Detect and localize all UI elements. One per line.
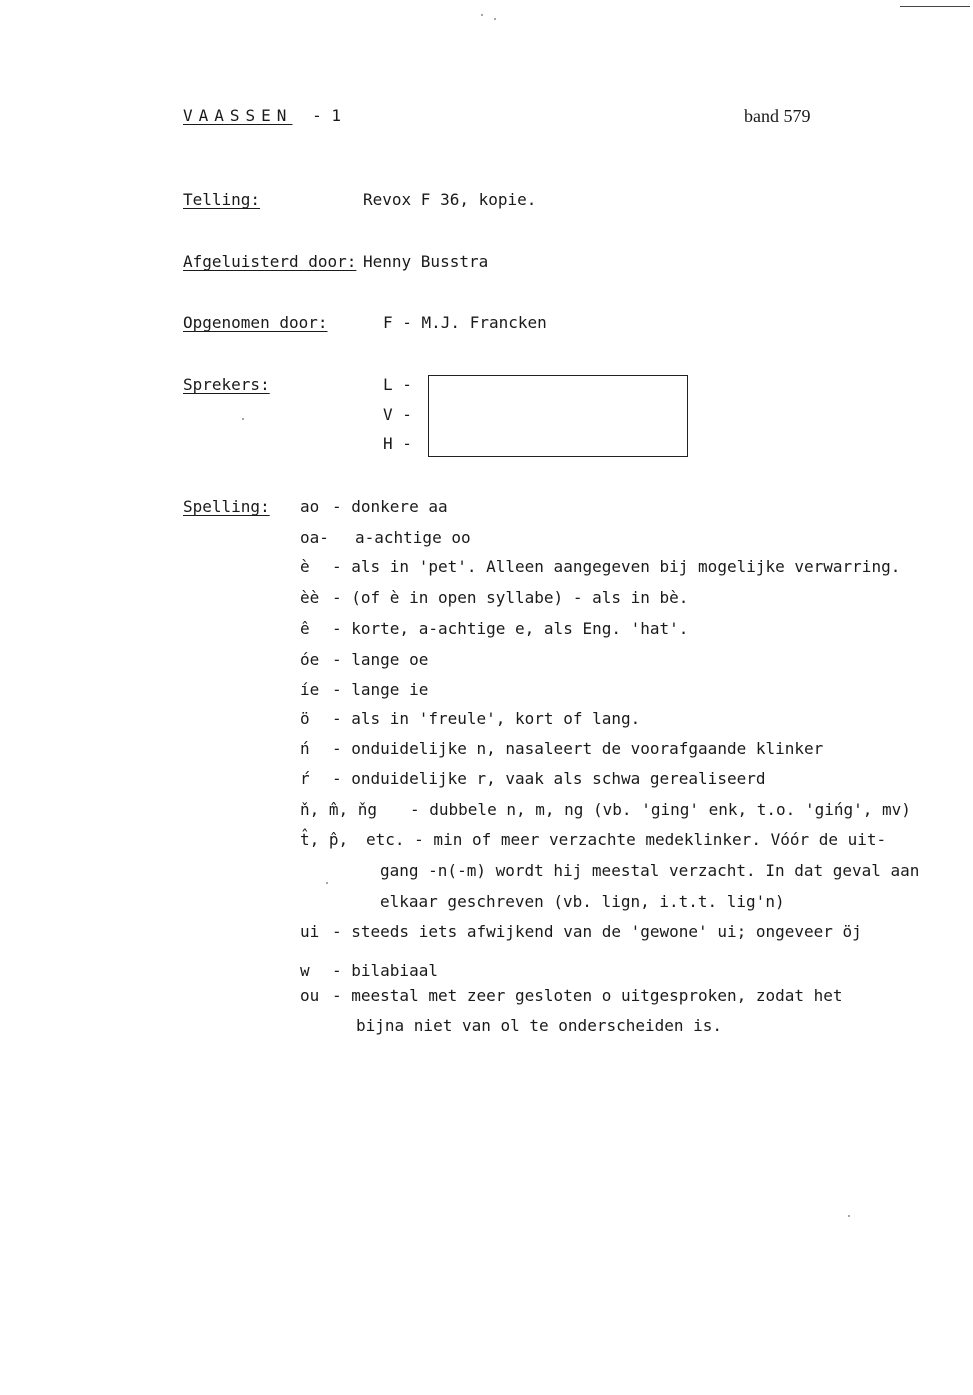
spelling-symbol: íe	[300, 680, 320, 699]
band-number: band 579	[744, 106, 811, 126]
spelling-description: - steeds iets afwijkend van de 'gewone' ui; ongeveer öj	[332, 922, 862, 941]
scan-speck	[242, 418, 244, 420]
scan-speck	[481, 14, 483, 16]
spelling-symbol: ň, m̂, ňg	[300, 800, 378, 819]
speaker-v: V -	[383, 405, 412, 424]
spelling-symbol: ao	[300, 497, 320, 516]
spelling-description: - bilabiaal	[332, 961, 438, 980]
scan-speck	[326, 882, 328, 884]
speaker-h: H -	[383, 434, 412, 453]
spelling-description: - lange ie	[332, 680, 429, 699]
spelling-description: bijna niet van ol te onderscheiden is.	[356, 1016, 723, 1035]
spelling-symbol: ŕ	[300, 769, 310, 788]
spelling-description: - lange oe	[332, 650, 429, 669]
spelling-symbol: óe	[300, 650, 320, 669]
spelling-description: - donkere aa	[332, 497, 448, 516]
speakers-box	[428, 375, 688, 457]
scan-edge-line	[900, 6, 970, 7]
spelling-description: - korte, a-achtige e, als Eng. 'hat'.	[332, 619, 689, 638]
opgenomen-value: F - M.J. Francken	[383, 313, 547, 332]
spelling-description: - dubbele n, m, ng (vb. 'ging' enk, t.o. 'gińg', mv)	[410, 800, 911, 819]
sheet-number: - 1	[312, 106, 341, 125]
spelling-symbol: ui	[300, 922, 320, 941]
spelling-description: a-achtige oo	[355, 528, 471, 547]
spelling-symbol: t̂, p̂,	[300, 830, 349, 849]
place-name: VAASSEN	[183, 106, 293, 125]
spelling-symbol: è	[300, 557, 310, 576]
scan-speck	[848, 1215, 850, 1217]
spelling-symbol: oa-	[300, 528, 329, 547]
spelling-symbol: ou	[300, 986, 320, 1005]
spelling-symbol: ń	[300, 739, 310, 758]
spelling-description: gang -n(-m) wordt hij meestal verzacht. In dat geval aan	[380, 861, 920, 880]
spelling-symbol: w	[300, 961, 310, 980]
spelling-symbol: ê	[300, 619, 310, 638]
spelling-description: - (of è in open syllabe) - als in bè.	[332, 588, 689, 607]
opgenomen-label: Opgenomen door:	[183, 313, 328, 332]
telling-value: Revox F 36, kopie.	[363, 190, 537, 209]
scan-speck	[494, 18, 496, 20]
spelling-description: elkaar geschreven (vb. lign, i.t.t. lig'n)	[380, 892, 785, 911]
telling-label: Telling:	[183, 190, 261, 209]
afgeluisterd-value: Henny Busstra	[363, 252, 489, 271]
spelling-description: - meestal met zeer gesloten o uitgesproken, zodat het	[332, 986, 843, 1005]
spelling-label: Spelling:	[183, 497, 270, 516]
spelling-description: - onduidelijke n, nasaleert de voorafgaande klinker	[332, 739, 824, 758]
afgeluisterd-label: Afgeluisterd door:	[183, 252, 357, 271]
spelling-description: etc. - min of meer verzachte medeklinker. Vóór de uit-	[366, 830, 887, 849]
spelling-symbol: èè	[300, 588, 320, 607]
spelling-description: - als in 'freule', kort of lang.	[332, 709, 641, 728]
document-header	[183, 106, 341, 125]
spelling-description: - onduidelijke r, vaak als schwa gerealiseerd	[332, 769, 766, 788]
sprekers-label: Sprekers:	[183, 375, 270, 394]
speaker-l: L -	[383, 375, 412, 394]
spelling-description: - als in 'pet'. Alleen aangegeven bij mogelijke verwarring.	[332, 557, 901, 576]
spelling-symbol: ö	[300, 709, 310, 728]
